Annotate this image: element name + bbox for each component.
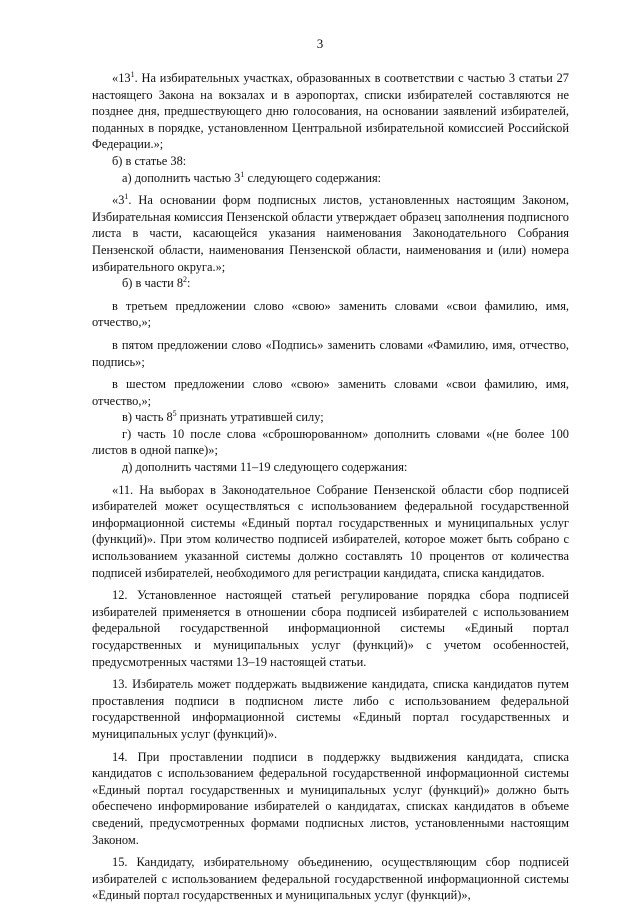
paragraph-15: 15. Кандидату, избирательному объединению, осуществляющим сбор подписей избирателей с использованием федеральной государственной информационной системы «Единый портал государственных и муниципальных услуг (функций)»,: [92, 855, 569, 903]
paragraph-b-part-8-2: б) в части $8^2$:: [122, 275, 191, 291]
paragraph-13: 13. Избиратель может поддержать выдвижение кандидата, списка кандидатов путем проставления подписи в подписном листе либо с использованием федеральной государственной информационной системы «Единый портал государственных и муниципальных услуг (функций)».: [92, 677, 569, 741]
paragraph-11: «11. На выборах в Законодательное Собрание Пензенской области сбор подписей избирателей может осуществляться с использованием федеральной государственной информационной системы «Единый портал государственных и муниципальных услуг (функций)». При этом количество подписей избирателей, которое может быть собрано с использованием указанной системы должно составлять 10 процентов от количества подписей избирателей, необходимого для регистрации кандидата, списка кандидатов.: [92, 482, 569, 580]
paragraph-d-add-parts: д) дополнить частями 11–19 следующего содержания:: [122, 460, 408, 475]
paragraph-third-sentence: в третьем предложении слово «свою» заменить словами «свои фамилию, имя, отчество,»;: [92, 298, 569, 330]
paragraph-a-add-part: а) дополнить частью $3^1$ следующего содержания:: [122, 169, 382, 185]
paragraph-b-article-38: б) в статье 38:: [112, 153, 187, 168]
paragraph-v-part-8-5: в) часть $8^5$ признать утратившей силу;: [122, 409, 324, 425]
paragraph-13-1: «$13^1$. На избирательных участках, образованных в соответствии с частью 3 статьи 27 настоящего Закона на вокзалах и в аэропортах, списки избирателей составляются не позднее дня, предшествующего дню голосования, на основании заявлений избирателей, поданных в порядке, установленном Центральной избирательной комиссией Российской Федерации.»;: [92, 70, 569, 152]
paragraph-14: 14. При проставлении подписи в поддержку выдвижения кандидата, списка кандидатов с использованием федеральной государственной информационной системы «Единый портал государственных и муниципальных услуг (функций)» должно быть обеспечено информирование избирателей о кандидатах, списках кандидатов в объеме сведений, предусмотренных формами подписных листов, установленными настоящим Законом.: [92, 749, 569, 847]
page-number: 3: [316, 36, 324, 51]
paragraph-3-1: «$3^1$. На основании форм подписных листов, установленных настоящим Законом, Избирательная комиссия Пензенской области утверждает образец заполнения подписного листа в части, касающейся указания наименования Законодательного Собрания Пензенской области, наименования Пензенской области, наименования и (или) номера избирательного округа.»;: [92, 192, 569, 274]
paragraph-sixth-sentence: в шестом предложении слово «свою» заменить словами «свои фамилию, имя, отчество,»;: [92, 377, 569, 408]
paragraph-fifth-sentence: в пятом предложении слово «Подпись» заменить словами «Фамилию, имя, отчество, подпись»;: [92, 337, 569, 369]
document-body: [92, 70, 569, 904]
paragraph-g-part-10: г) часть 10 после слова «сброшюрованном» дополнить словами «(не более 100 листов в одной папке)»;: [92, 426, 569, 458]
paragraph-12: 12. Установленное настоящей статьей регулирование порядка сбора подписей избирателей применяется в отношении сбора подписей избирателей с использованием федеральной государственной информационной системы «Единый портал государственных и муниципальных услуг (функций)» с учетом особенностей, предусмотренных частями 13–19 настоящей статьи.: [92, 588, 569, 669]
